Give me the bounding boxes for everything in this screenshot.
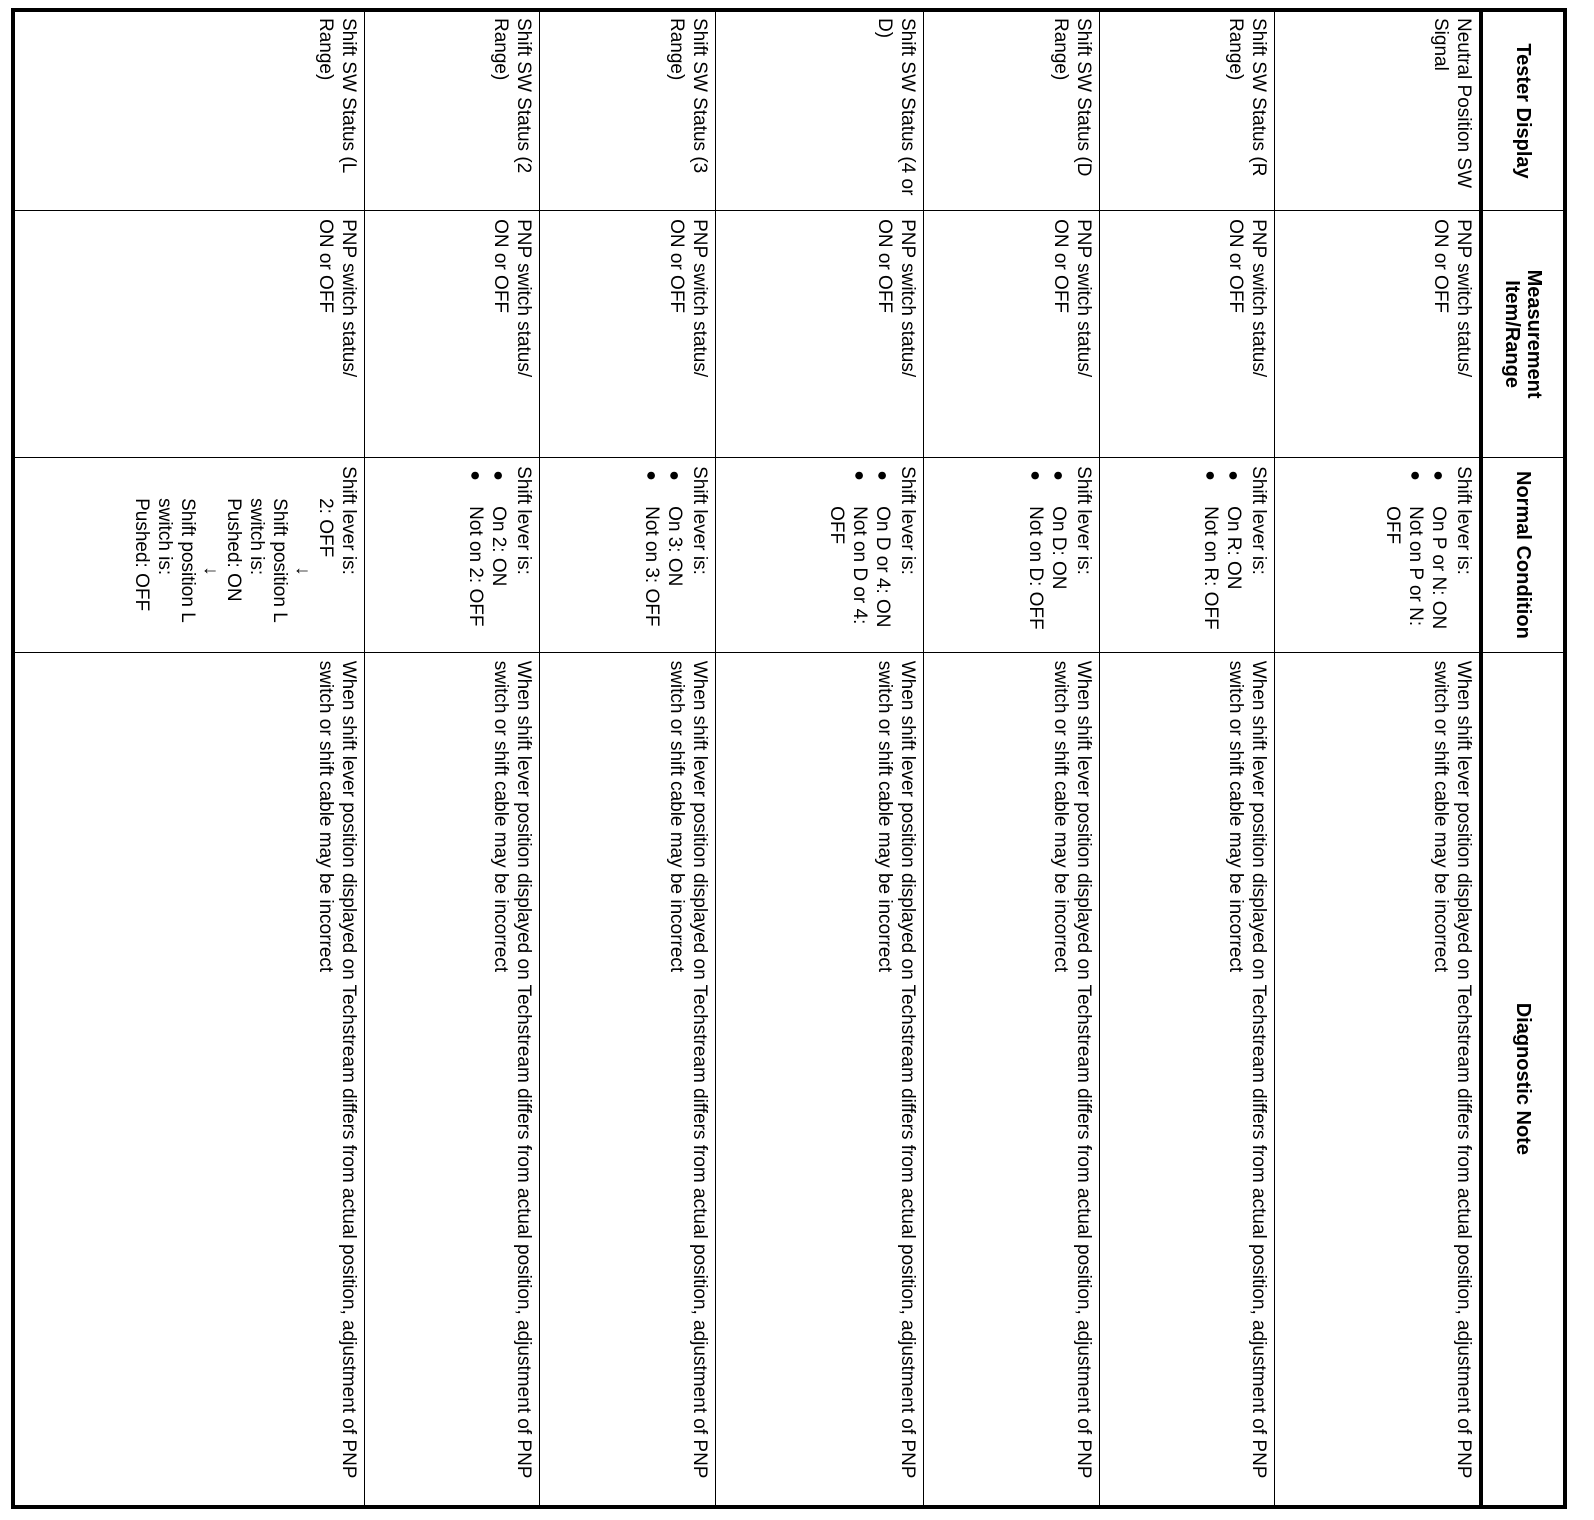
table-row [715, 10, 924, 1507]
arrow-down-icon: ↓ [200, 566, 222, 576]
diagnostic-note-cell: When shift lever position displayed on Techstream differs from actual position, adjustment of PNP switch or shift cable may be incorrect [715, 652, 924, 1507]
normal-condition-intro: Shift lever is: [1247, 466, 1269, 575]
measurement-range: ON or OFF [315, 219, 337, 314]
normal-condition-intro: Shift lever is: [338, 466, 360, 575]
condition-item: ● On 2: ON [487, 466, 510, 644]
condition-item: ● Not on D: OFF [1024, 466, 1047, 644]
normal-condition-cell [715, 458, 924, 653]
measurement-range: ON or OFF [1430, 219, 1451, 314]
diagnostic-note-cell: When shift lever position displayed on Techstream differs from actual position, adjustment of PNP switch or shift cable may be incorrect [13, 652, 365, 1507]
normal-condition-cell [1274, 458, 1481, 653]
condition-line: Shift position L switch is: [246, 498, 291, 623]
condition-item: ● Not on D or 4: OFF [825, 466, 871, 644]
measurement-range: ON or OFF [490, 219, 512, 314]
normal-condition-cell [1099, 458, 1274, 653]
condition-line: Pushed: ON [223, 498, 245, 602]
normal-condition-intro: Shift lever is: [1453, 466, 1474, 575]
measurement-cell [540, 211, 715, 458]
measurement-range: ON or OFF [1049, 219, 1071, 314]
data-list-table [11, 8, 1567, 1509]
condition-item: ● On 3: ON [663, 466, 686, 644]
table-row [1099, 10, 1274, 1507]
measurement-item: PNP switch status/ [1453, 219, 1474, 378]
diagnostic-note-cell: When shift lever position displayed on Techstream differs from actual position, adjustment of PNP switch or shift cable may be incorrect [540, 652, 715, 1507]
condition-item: ● Not on P or N: OFF [1381, 466, 1427, 644]
condition-item: ● Not on 3: OFF [640, 466, 663, 644]
tester-display-cell: Shift SW Status (R Range) [1099, 10, 1274, 211]
table-row [13, 10, 365, 1507]
measurement-item: PNP switch status/ [897, 219, 919, 378]
normal-condition-cell [924, 458, 1099, 653]
condition-list [1381, 466, 1450, 644]
condition-item: ● Not on R: OFF [1199, 466, 1222, 644]
diagnostic-note-cell: When shift lever position displayed on Techstream differs from actual position, adjustment of PNP switch or shift cable may be incorrect [924, 652, 1099, 1507]
normal-condition-intro: Shift lever is: [688, 466, 710, 575]
tester-display-cell: Shift SW Status (4 or D) [715, 10, 924, 211]
condition-list [1024, 466, 1070, 644]
measurement-cell [715, 211, 924, 458]
normal-condition-cell [540, 458, 715, 653]
tester-display-cell: Shift SW Status (D Range) [924, 10, 1099, 211]
measurement-item: PNP switch status/ [688, 219, 710, 378]
diagnostic-note-cell: When shift lever position displayed on Techstream differs from actual position, adjustment of PNP switch or shift cable may be incorrect [1099, 652, 1274, 1507]
measurement-item: PNP switch status/ [1247, 219, 1269, 378]
tester-display-cell: Neutral Position SW Signal [1274, 10, 1481, 211]
condition-list [464, 466, 510, 644]
measurement-range: ON or OFF [874, 219, 896, 314]
measurement-cell [13, 211, 365, 458]
table-row [365, 10, 540, 1507]
normal-condition-cell [13, 458, 365, 653]
tester-display-cell: Shift SW Status (2 Range) [365, 10, 540, 211]
measurement-cell [365, 211, 540, 458]
table-row [540, 10, 715, 1507]
condition-line: 2: OFF [315, 498, 337, 558]
tester-display-cell: Shift SW Status (3 Range) [540, 10, 715, 211]
condition-list [640, 466, 686, 644]
header-measurement: Measurement Item/Range [1481, 211, 1565, 458]
condition-item: ● Not on 2: OFF [464, 466, 487, 644]
measurement-cell [1099, 211, 1274, 458]
condition-item: ● On D: ON [1047, 466, 1070, 644]
measurement-range: ON or OFF [665, 219, 687, 314]
condition-line: Pushed: OFF [131, 498, 153, 612]
tester-display-cell: Shift SW Status (L Range) [13, 10, 365, 211]
measurement-item: PNP switch status/ [513, 219, 535, 378]
arrow-down-icon: ↓ [292, 566, 314, 576]
normal-condition-intro: Shift lever is: [897, 466, 919, 575]
measurement-item: PNP switch status/ [1072, 219, 1094, 378]
normal-condition-intro: Shift lever is: [513, 466, 535, 575]
normal-condition-cell [365, 458, 540, 653]
condition-item: ● On R: ON [1222, 466, 1245, 644]
measurement-cell [924, 211, 1099, 458]
normal-condition-intro: Shift lever is: [1072, 466, 1094, 575]
measurement-range: ON or OFF [1224, 219, 1246, 314]
table-row [1274, 10, 1481, 1507]
measurement-item: PNP switch status/ [338, 219, 360, 378]
condition-item: ● On P or N: ON [1427, 466, 1450, 644]
condition-item: ● On D or 4: ON [871, 466, 894, 644]
diagnostic-note-cell: When shift lever position displayed on Techstream differs from actual position, adjustment of PNP switch or shift cable may be incorrect [1274, 652, 1481, 1507]
header-diagnostic-note: Diagnostic Note [1481, 652, 1565, 1507]
condition-list [1199, 466, 1245, 644]
table-row [924, 10, 1099, 1507]
header-normal-condition: Normal Condition [1481, 458, 1565, 653]
diagnostic-note-cell: When shift lever position displayed on Techstream differs from actual position, adjustment of PNP switch or shift cable may be incorrect [365, 652, 540, 1507]
condition-line: Shift position L switch is: [154, 498, 199, 623]
condition-list [825, 466, 894, 644]
header-tester-display: Tester Display [1481, 10, 1565, 211]
measurement-cell [1274, 211, 1481, 458]
